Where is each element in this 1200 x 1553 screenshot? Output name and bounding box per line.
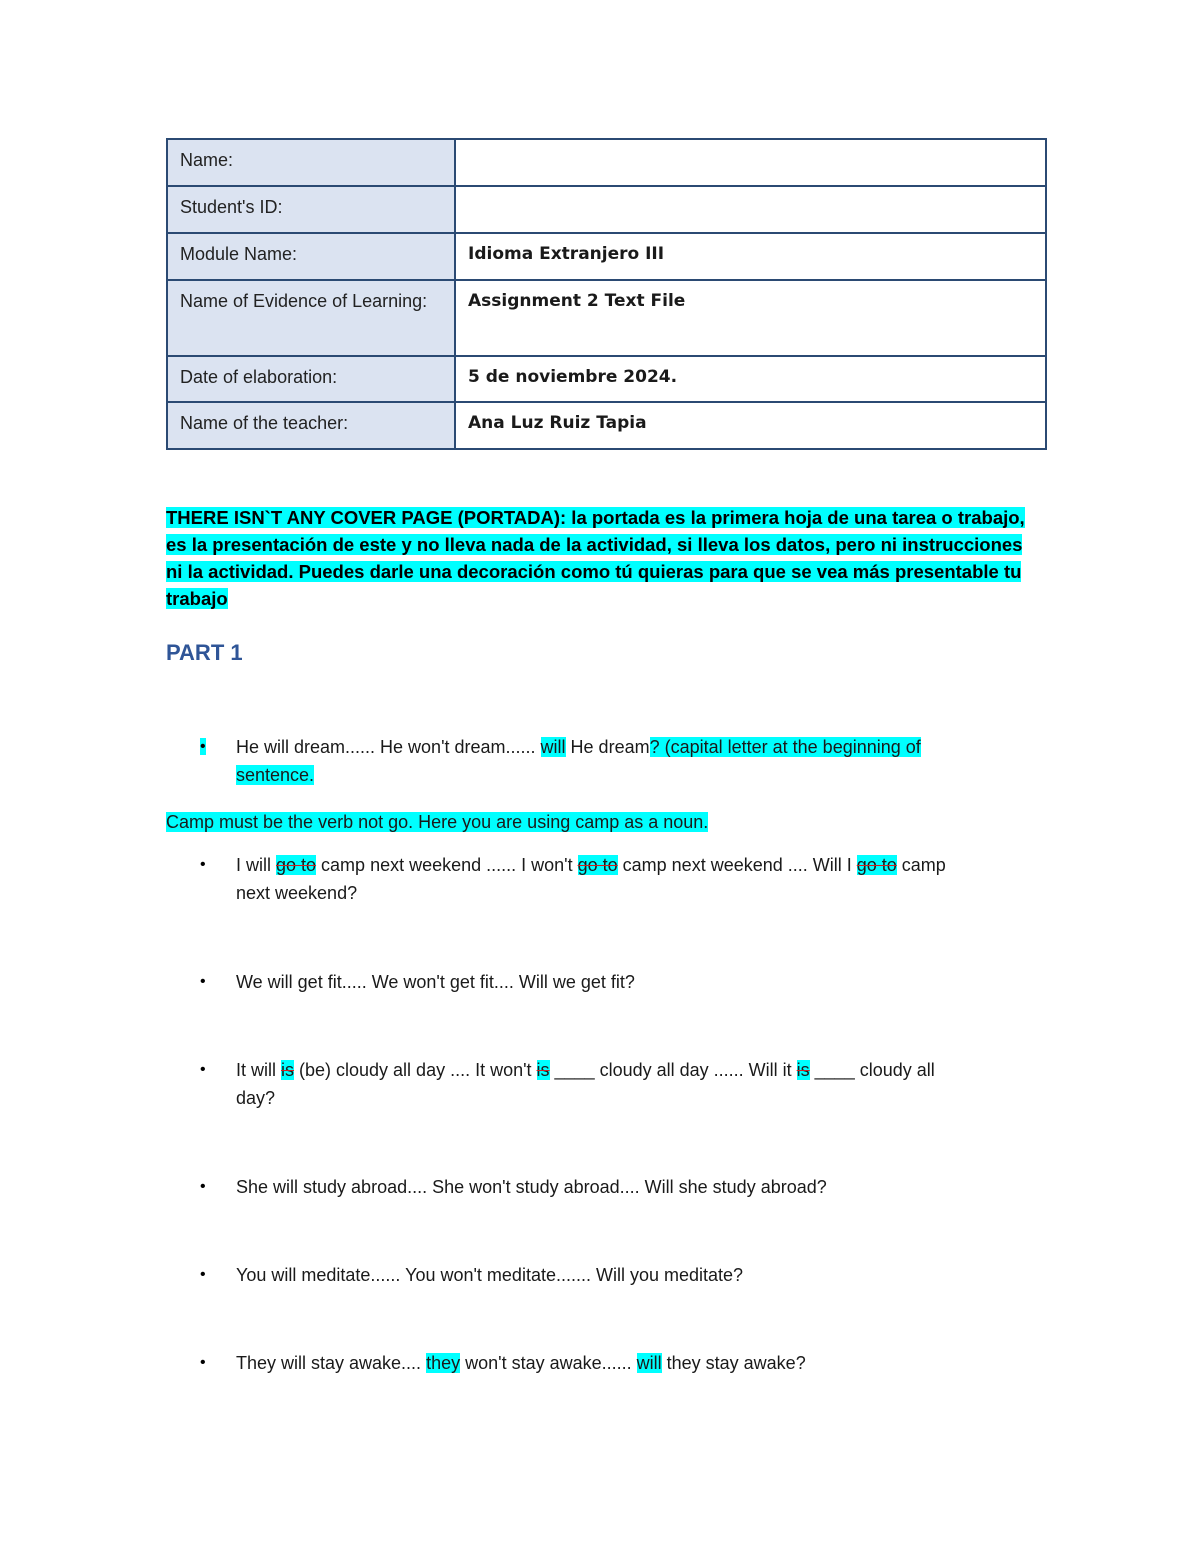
student-id-label: Student's ID: xyxy=(167,186,455,233)
table-row xyxy=(167,356,1046,402)
cover-page-note xyxy=(166,504,1036,612)
sentence-7-part: won't stay awake...... xyxy=(460,1353,637,1373)
bullet-icon: • xyxy=(200,973,206,990)
sentence-5: She will study abroad.... She won't study abroad.... Will she study abroad? xyxy=(236,1177,827,1197)
sentence-4-part: ____ cloudy all day ...... Will it xyxy=(549,1060,797,1080)
bullet-icon: • xyxy=(200,738,206,755)
sentence-2-part: camp xyxy=(896,855,946,875)
sentence-2 xyxy=(236,851,946,879)
struck-correction: is xyxy=(796,1060,810,1080)
sentence-3: We will get fit..... We won't get fit.... Will we get fit? xyxy=(236,972,635,992)
evidence-value: Assignment 2 Text File xyxy=(455,280,1046,356)
bullet-icon: • xyxy=(200,1266,206,1283)
module-name-label: Module Name: xyxy=(167,233,455,280)
part-title: PART 1 xyxy=(166,640,243,665)
date-value: 5 de noviembre 2024. xyxy=(455,356,1046,402)
bullet-icon: • xyxy=(200,1354,206,1371)
sentence-2-part: camp next weekend .... Will I xyxy=(617,855,857,875)
student-id-value xyxy=(455,186,1046,233)
sentence-2-part: camp next weekend ...... I won't xyxy=(316,855,578,875)
sentence-2-part: I will xyxy=(236,855,276,875)
struck-correction: go to xyxy=(276,855,317,875)
table-row xyxy=(167,402,1046,449)
sentence-4-part: ____ cloudy all xyxy=(809,1060,935,1080)
sentence-4 xyxy=(236,1056,935,1084)
highlight-correction: will xyxy=(636,1353,662,1373)
table-row xyxy=(167,280,1046,356)
date-label: Date of elaboration: xyxy=(167,356,455,402)
evidence-label: Name of Evidence of Learning: xyxy=(167,280,455,356)
sentence-4-part: (be) cloudy all day .... It won't xyxy=(294,1060,537,1080)
name-value xyxy=(455,139,1046,186)
struck-correction: is xyxy=(536,1060,550,1080)
sentence-7-part: They will stay awake.... xyxy=(236,1353,427,1373)
sentence-1-cont xyxy=(236,761,314,789)
sentence-7-part: they stay awake? xyxy=(661,1353,806,1373)
struck-correction: go to xyxy=(856,855,897,875)
module-name-value: Idioma Extranjero III xyxy=(455,233,1046,280)
bullet-icon: • xyxy=(200,1178,206,1195)
name-label: Name: xyxy=(167,139,455,186)
highlight-correction: will xyxy=(540,737,566,757)
sentence-7 xyxy=(236,1349,806,1377)
sentence-4-part: It will xyxy=(236,1060,281,1080)
cover-page-note-text: THERE ISN`T ANY COVER PAGE (PORTADA): la portada es la primera hoja de una tarea o trabajo, es la presentación de este y no lleva nada de la actividad, si lleva los datos, pero ni instrucciones ni la actividad. Puedes darle una decoración como tú quieras para que se vea más presentable tu trabajo xyxy=(166,507,1025,609)
sentence-2-cont: next weekend? xyxy=(236,883,358,903)
teacher-value: Ana Luz Ruiz Tapia xyxy=(455,402,1046,449)
table-row xyxy=(167,233,1046,280)
sentence-1-part: He will dream...... He won't dream...... xyxy=(236,737,541,757)
camp-note xyxy=(166,808,708,836)
camp-note-text: Camp must be the verb not go. Here you are using camp as a noun. xyxy=(166,812,709,832)
teacher-label: Name of the teacher: xyxy=(167,402,455,449)
highlight-correction: sentence. xyxy=(236,765,315,785)
table-row xyxy=(167,186,1046,233)
bullet-icon: • xyxy=(200,1061,206,1078)
highlight-correction: ? (capital letter at the beginning of xyxy=(649,737,921,757)
sentence-6: You will meditate...... You won't meditate....... Will you meditate? xyxy=(236,1265,744,1285)
struck-correction: go to xyxy=(577,855,618,875)
table-row xyxy=(167,139,1046,186)
struck-correction: is xyxy=(281,1060,294,1080)
sentence-1-part: He dream xyxy=(565,737,650,757)
bullet-icon: • xyxy=(200,856,206,873)
highlight-correction: they xyxy=(426,1353,461,1373)
sentence-4-cont: day? xyxy=(236,1088,276,1108)
sentence-1 xyxy=(236,733,921,761)
info-table xyxy=(166,138,1047,450)
